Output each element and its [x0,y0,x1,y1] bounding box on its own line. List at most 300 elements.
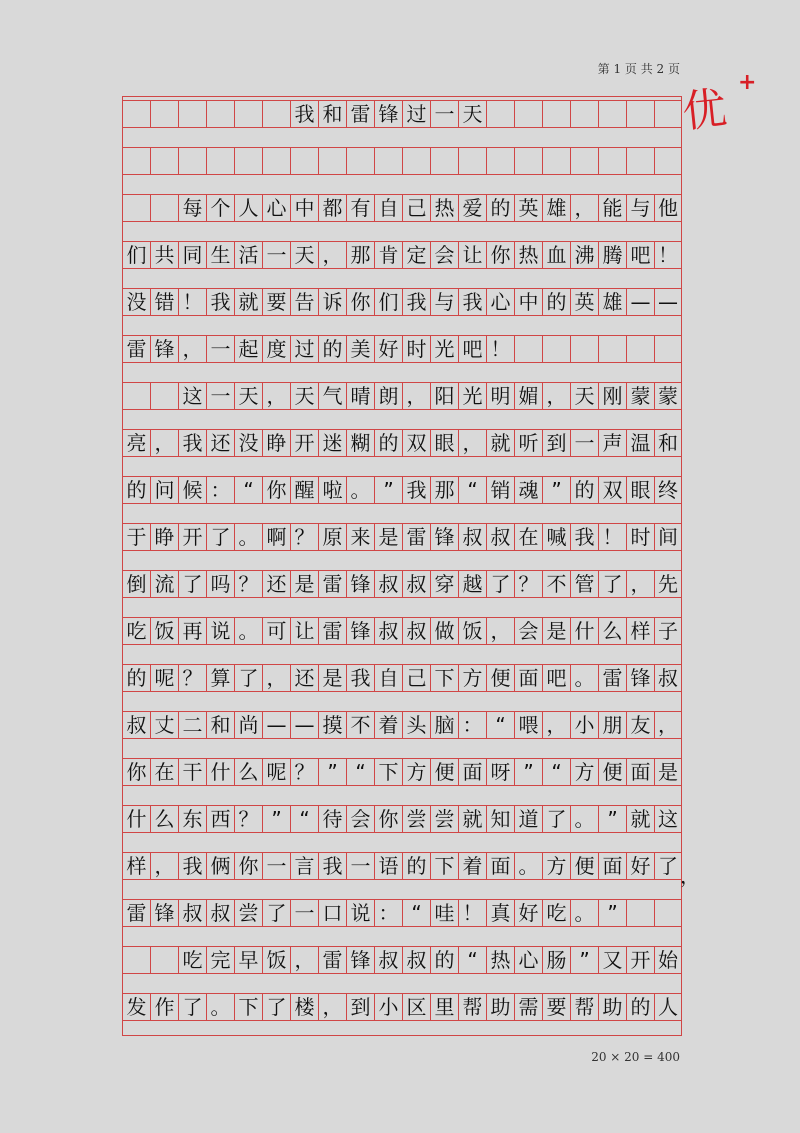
grid-cell: 子 [654,618,682,644]
grid-cell: 锋 [150,336,178,362]
grid-cell: 叔 [654,665,682,691]
grid-cell: 锋 [626,665,654,691]
grid-cell: ” [374,477,402,503]
grid-cell: 口 [318,900,346,926]
grid-cell [570,101,598,127]
grid-cell: 到 [346,994,374,1020]
grid-cell: 晴 [346,383,374,409]
grid-cell: 刚 [598,383,626,409]
grid-cell: 么 [234,759,262,785]
grid-cell: 到 [542,430,570,456]
grid-cell: 光 [458,383,486,409]
grid-cell: ， [570,195,598,221]
grid-cell: 吃 [122,618,150,644]
grid-cell: 媚 [514,383,542,409]
grid-cell: 双 [598,477,626,503]
grid-cell: 二 [178,712,206,738]
grid-cell: 天 [290,242,318,268]
grid-cell: 方 [542,853,570,879]
grid-cell [122,101,150,127]
grid-cell: 一 [206,336,234,362]
grid-cell: 你 [346,289,374,315]
grid-cell: 雄 [598,289,626,315]
grid-cell [514,336,542,362]
grid-cell [514,101,542,127]
grid-cell: 天 [290,383,318,409]
grid-cell: — [626,289,654,315]
grid-cell [598,336,626,362]
grid-cell: ， [402,383,430,409]
grid-cell: 的 [122,477,150,503]
grid-cell: 个 [206,195,234,221]
grid-cell: 语 [374,853,402,879]
grid-cell: 腾 [598,242,626,268]
grid-cell: 穿 [430,571,458,597]
grid-cell: 一 [430,101,458,127]
grid-cell: ？ [234,571,262,597]
essay-line-row [122,570,682,598]
grid-cell: ！ [458,900,486,926]
grid-cell: 英 [514,195,542,221]
grid-cell: “ [486,712,514,738]
grid-cell: 我 [178,853,206,879]
grid-cell: 助 [598,994,626,1020]
grid-cell: 饭 [262,947,290,973]
essay-line-row [122,147,682,175]
grid-cell: 光 [430,336,458,362]
grid-cell: 与 [626,195,654,221]
grid-cell: 你 [122,759,150,785]
grid-cell: 让 [458,242,486,268]
grid-cell: 阳 [430,383,458,409]
grid-cell: 便 [598,759,626,785]
grid-cell: 己 [402,665,430,691]
grid-cell: 与 [430,289,458,315]
grid-cell: 血 [542,242,570,268]
grid-cell [542,148,570,174]
essay-line-row [122,382,682,410]
grid-cell: ， [542,383,570,409]
grid-cell [458,148,486,174]
grid-cell: 尝 [234,900,262,926]
essay-line-row [122,429,682,457]
grid-cell: 倒 [122,571,150,597]
grid-cell: “ [458,947,486,973]
grid-cell: 叔 [374,571,402,597]
grid-cell: 么 [150,806,178,832]
margin-punctuation: ， [680,864,700,888]
grid-cell: 同 [178,242,206,268]
grid-cell: 肠 [542,947,570,973]
grid-cell [150,101,178,127]
grid-cell: 叔 [486,524,514,550]
grid-cell: 锋 [150,900,178,926]
essay-line-row [122,335,682,363]
grid-cell: 会 [430,242,458,268]
grid-cell: 锋 [346,618,374,644]
grid-cell [626,148,654,174]
grid-cell: ！ [654,242,682,268]
grid-cell: 了 [542,806,570,832]
grid-cell: 叔 [178,900,206,926]
grid-cell: 小 [570,712,598,738]
grid-cell: 有 [346,195,374,221]
grid-cell: ， [290,947,318,973]
grid-cell: 是 [542,618,570,644]
grid-cell: 下 [430,665,458,691]
essay-line-row [122,946,682,974]
grid-cell: 摸 [318,712,346,738]
grid-cell: 双 [402,430,430,456]
grid-cell: 眼 [626,477,654,503]
grid-cell: 雷 [402,524,430,550]
grid-cell [598,148,626,174]
grid-cell: 说 [206,618,234,644]
grid-cell: 吧 [626,242,654,268]
grid-cell: ” [542,477,570,503]
grid-cell [346,148,374,174]
grid-cell: 错 [150,289,178,315]
grid-cell: 一 [290,900,318,926]
grid-cell: 你 [234,853,262,879]
grid-cell: 俩 [206,853,234,879]
grid-cell: 我 [318,853,346,879]
grid-cell: 那 [346,242,374,268]
grid-cell [234,101,262,127]
grid-cell: 了 [654,853,682,879]
grid-cell: 。 [206,994,234,1020]
grid-cell: 友 [626,712,654,738]
grid-cell: 自 [374,665,402,691]
grid-cell: 好 [514,900,542,926]
grid-cell: 人 [654,994,682,1020]
grid-cell: 着 [458,853,486,879]
essay-title-row [122,100,682,128]
grid-cell: ？ [178,665,206,691]
grid-cell: 天 [234,383,262,409]
grid-cell: 一 [570,430,598,456]
grid-cell: 。 [570,665,598,691]
grid-cell: 了 [262,994,290,1020]
grid-cell [654,336,682,362]
grid-cell: 和 [318,101,346,127]
grade-mark: 优 [679,82,730,139]
grid-cell: 开 [290,430,318,456]
grid-cell [570,336,598,362]
grid-cell: 度 [262,336,290,362]
grid-cell: ， [626,571,654,597]
grid-cell: 雷 [122,900,150,926]
grid-cell: 美 [346,336,374,362]
grid-cell: 是 [654,759,682,785]
grid-cell: 锋 [430,524,458,550]
grid-cell [122,947,150,973]
grid-cell: ” [262,806,290,832]
essay-line-row [122,711,682,739]
grid-cell: 天 [458,101,486,127]
grid-cell: 们 [122,242,150,268]
grid-cell [150,947,178,973]
grid-cell: 我 [290,101,318,127]
grid-cell: “ [458,477,486,503]
grid-cell: ” [514,759,542,785]
grid-cell: 共 [150,242,178,268]
grid-cell: 吧 [542,665,570,691]
grid-cell: 就 [458,806,486,832]
grid-cell: 面 [458,759,486,785]
grid-cell: 算 [206,665,234,691]
grid-cell [150,148,178,174]
grid-cell [654,101,682,127]
grid-cell: 了 [178,994,206,1020]
grid-cell [122,148,150,174]
grid-cell: ” [318,759,346,785]
essay-line-row [122,993,682,1021]
grid-cell: 叔 [122,712,150,738]
grid-cell: 会 [346,806,374,832]
grid-cell: 是 [374,524,402,550]
grid-cell: 帮 [458,994,486,1020]
grid-cell: 热 [514,242,542,268]
grid-cell: 锋 [346,571,374,597]
grid-cell: ？ [290,759,318,785]
grid-cell: 让 [290,618,318,644]
grid-cell: 在 [150,759,178,785]
grid-cell: 可 [262,618,290,644]
grid-cell: 什 [122,806,150,832]
grid-cell: 定 [402,242,430,268]
grid-cell: 早 [234,947,262,973]
grid-cell: 时 [626,524,654,550]
grid-cell: 心 [486,289,514,315]
grid-cell: 完 [206,947,234,973]
grid-cell: 饭 [458,618,486,644]
grid-cell: 面 [598,853,626,879]
grid-cell: 英 [570,289,598,315]
grid-cell: 了 [234,665,262,691]
grid-cell: 雷 [318,947,346,973]
grid-cell [598,101,626,127]
grid-cell: 雷 [122,336,150,362]
grid-cell: 是 [318,665,346,691]
grid-cell: 啦 [318,477,346,503]
grid-cell: 需 [514,994,542,1020]
grid-cell: ！ [486,336,514,362]
grid-cell: 过 [402,101,430,127]
grid-cell: ！ [178,289,206,315]
grid-cell: 气 [318,383,346,409]
grid-cell: 真 [486,900,514,926]
grade-plus: + [738,70,757,95]
grid-cell: “ [346,759,374,785]
grid-cell: 吧 [458,336,486,362]
grid-cell: 听 [514,430,542,456]
essay-line-row [122,194,682,222]
essay-line-row [122,523,682,551]
grid-cell: 便 [430,759,458,785]
grid-cell [654,148,682,174]
grid-cell: ？ [234,806,262,832]
grid-cell: 叔 [458,524,486,550]
grid-cell: 来 [346,524,374,550]
grid-cell: 是 [290,571,318,597]
grid-cell [262,101,290,127]
grid-cell: 我 [402,477,430,503]
grid-cell: 叔 [374,618,402,644]
grid-cell: — [290,712,318,738]
composition-grid [122,96,682,1036]
grid-cell: 声 [598,430,626,456]
grid-cell: ， [458,430,486,456]
essay-line-row [122,805,682,833]
grid-cell: 他 [654,195,682,221]
grid-cell: 了 [598,571,626,597]
grid-cell: 热 [430,195,458,221]
grid-cell: 呢 [150,665,178,691]
grid-cell: ， [262,383,290,409]
grid-cell [178,148,206,174]
grid-cell: 醒 [290,477,318,503]
grid-cell [122,195,150,221]
grid-cell: 你 [486,242,514,268]
grid-cell: 间 [654,524,682,550]
grid-cell [542,336,570,362]
grid-cell: 了 [262,900,290,926]
grid-cell: 原 [318,524,346,550]
grid-frame [122,96,682,1036]
grid-cell: 再 [178,618,206,644]
grid-cell: 东 [178,806,206,832]
grid-cell [178,101,206,127]
grid-cell: — [262,712,290,738]
grid-cell: 蒙 [654,383,682,409]
grid-cell: ： [458,712,486,738]
grid-cell: — [654,289,682,315]
grid-cell: “ [290,806,318,832]
grid-cell: 便 [486,665,514,691]
grid-cell: 待 [318,806,346,832]
grid-cell: 开 [626,947,654,973]
grid-cell: 诉 [318,289,346,315]
grid-cell: ， [486,618,514,644]
grid-cell: 喊 [542,524,570,550]
grid-cell: 终 [654,477,682,503]
grid-cell: ， [318,242,346,268]
grid-cell: 西 [206,806,234,832]
grid-cell: 尚 [234,712,262,738]
grid-cell: 小 [374,994,402,1020]
grid-cell: 什 [206,759,234,785]
grid-cell: ， [654,712,682,738]
grid-cell: 做 [430,618,458,644]
grid-cell: 不 [542,571,570,597]
grid-cell: 叔 [402,571,430,597]
grid-cell: 。 [570,900,598,926]
grid-cell: 。 [234,618,262,644]
grid-cell: 了 [206,524,234,550]
grid-cell: ， [150,430,178,456]
grid-cell: 时 [402,336,430,362]
grid-cell: ” [598,900,626,926]
grid-cell: 雷 [318,618,346,644]
essay-line-row [122,852,682,880]
grid-cell [626,900,654,926]
grid-cell: 方 [570,759,598,785]
grid-cell [374,148,402,174]
grid-cell: 管 [570,571,598,597]
grid-cell: 迷 [318,430,346,456]
grid-cell: 活 [234,242,262,268]
grid-cell: 在 [514,524,542,550]
grid-cell: 叔 [374,947,402,973]
grid-cell: 哇 [430,900,458,926]
grid-cell: 流 [150,571,178,597]
grid-cell: 中 [514,289,542,315]
grid-cell [570,148,598,174]
grid-cell: 叔 [402,618,430,644]
grid-cell: ： [206,477,234,503]
grid-cell: 下 [234,994,262,1020]
grid-cell: 脑 [430,712,458,738]
grid-cell [150,383,178,409]
grid-cell: 没 [234,430,262,456]
grid-cell: 吃 [178,947,206,973]
grid-cell: 生 [206,242,234,268]
grid-cell: 的 [486,195,514,221]
grid-cell: 我 [402,289,430,315]
grid-cell: 尝 [402,806,430,832]
grid-cell [654,900,682,926]
grid-cell: 这 [654,806,682,832]
grid-cell: 先 [654,571,682,597]
grid-cell: 的 [542,289,570,315]
grid-cell: 一 [262,242,290,268]
grid-cell [234,148,262,174]
grid-cell: 温 [626,430,654,456]
grid-cell: 们 [374,289,402,315]
grid-cell: 里 [430,994,458,1020]
grid-cell: 人 [234,195,262,221]
grid-cell: 一 [346,853,374,879]
grid-cell [206,148,234,174]
grid-cell: 亮 [122,430,150,456]
grid-cell: 么 [598,618,626,644]
grid-cell: ， [262,665,290,691]
grid-cell: 我 [346,665,374,691]
essay-line-row [122,241,682,269]
grid-cell: 好 [374,336,402,362]
grid-cell: 丈 [150,712,178,738]
essay-line-row [122,899,682,927]
grid-cell: 你 [374,806,402,832]
grid-cell: 方 [458,665,486,691]
grid-cell: 样 [626,618,654,644]
grid-cell: 的 [430,947,458,973]
grid-cell: 叔 [402,947,430,973]
grid-cell: “ [234,477,262,503]
grid-cell: 我 [206,289,234,315]
grid-cell: 和 [654,430,682,456]
grid-cell: 的 [570,477,598,503]
grid-cell: 都 [318,195,346,221]
grid-cell: 明 [486,383,514,409]
grid-cell [626,336,654,362]
grid-cell: ” [570,947,598,973]
grid-cell: 每 [178,195,206,221]
grid-cell: 样 [122,853,150,879]
grid-cell: 起 [234,336,262,362]
grid-cell [430,148,458,174]
